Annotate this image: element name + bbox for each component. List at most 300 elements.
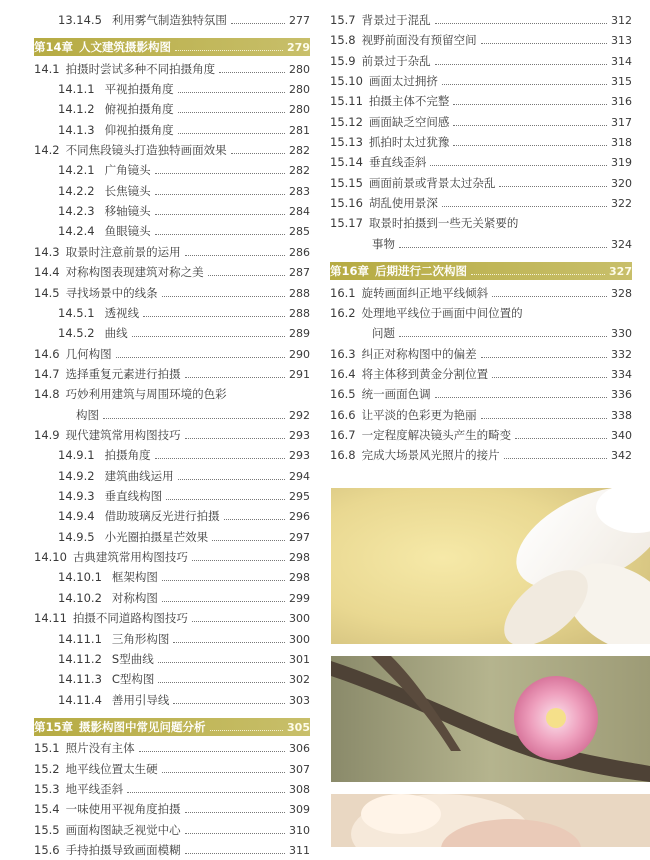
entry-title: 背景过于混乱 xyxy=(361,13,431,27)
entry-number: 14.9.2 xyxy=(58,469,95,483)
toc-entry xyxy=(34,547,310,567)
entry-number: 15.7 xyxy=(330,13,356,27)
entry-title: 人文建筑摄影构图 xyxy=(79,40,172,54)
entry-number: 14.9.3 xyxy=(58,489,95,503)
page-number: 314 xyxy=(611,54,632,68)
entry-title: 纠正对称构图中的偏差 xyxy=(361,347,477,361)
toc-entry xyxy=(330,405,632,425)
entry-title: 建筑曲线运用 xyxy=(104,469,174,483)
page-number: 316 xyxy=(611,94,632,108)
dot-leader xyxy=(155,234,285,235)
page-number: 294 xyxy=(289,469,310,483)
toc-entry xyxy=(330,173,632,193)
dot-leader xyxy=(162,580,285,581)
entry-title: 现代建筑常用构图技巧 xyxy=(65,428,181,442)
toc-entry xyxy=(34,283,310,303)
toc-entry xyxy=(330,10,632,30)
dot-leader xyxy=(155,458,285,459)
entry-number: 14.5.1 xyxy=(58,306,95,320)
entry-title: 拍摄主体不完整 xyxy=(368,94,450,108)
page-number: 310 xyxy=(289,823,310,837)
entry-number: 15.16 xyxy=(330,196,363,210)
entry-title: 垂直线构图 xyxy=(104,489,163,503)
toc-entry xyxy=(34,799,310,819)
toc-entry xyxy=(330,152,632,172)
toc-entry xyxy=(330,364,632,384)
page-number: 287 xyxy=(289,265,310,279)
page-number: 280 xyxy=(289,102,310,116)
toc-entry xyxy=(34,820,310,840)
toc-entry xyxy=(330,112,632,132)
page-number: 285 xyxy=(289,224,310,238)
dot-leader xyxy=(185,255,285,256)
dot-leader xyxy=(162,296,285,297)
dot-leader xyxy=(185,812,285,813)
toc-entry xyxy=(34,120,310,140)
dot-leader xyxy=(185,438,285,439)
entry-title: 统一画面色调 xyxy=(361,387,431,401)
page-number: 281 xyxy=(289,123,310,137)
toc-entry xyxy=(34,201,310,221)
toc-entry xyxy=(34,649,310,669)
page-number: 289 xyxy=(289,326,310,340)
dot-leader xyxy=(453,145,607,146)
dot-leader xyxy=(155,194,285,195)
entry-title: C型构图 xyxy=(111,672,155,686)
page-number: 315 xyxy=(611,74,632,88)
page-number: 280 xyxy=(289,62,310,76)
dot-leader xyxy=(219,72,285,73)
entry-title: 取景时拍摄到一些无关紧要的 xyxy=(368,216,519,230)
entry-title: 画面缺乏空间感 xyxy=(368,115,450,129)
dot-leader xyxy=(442,84,607,85)
entry-number: 15.9 xyxy=(330,54,356,68)
entry-title: 视野前面没有预留空间 xyxy=(361,33,477,47)
entry-title: 画面前景或背景太过杂乱 xyxy=(368,176,496,190)
page-number: 338 xyxy=(611,408,632,422)
entry-title: 旋转画面纠正地平线倾斜 xyxy=(361,286,489,300)
entry-title: 手持拍摄导致画面模糊 xyxy=(65,843,181,857)
entry-number: 第15章 xyxy=(34,720,74,734)
entry-number: 14.11.4 xyxy=(58,693,102,707)
page-number: 300 xyxy=(289,632,310,646)
entry-title: 几何构图 xyxy=(65,347,112,361)
entry-number: 14.9 xyxy=(34,428,60,442)
page-number: 296 xyxy=(289,509,310,523)
page-number: 277 xyxy=(289,13,310,27)
toc-entry xyxy=(34,608,310,628)
dot-leader xyxy=(178,479,285,480)
page-number: 318 xyxy=(611,135,632,149)
entry-title: 拍摄角度 xyxy=(104,448,151,462)
entry-number: 14.4 xyxy=(34,265,60,279)
entry-number: 14.1.2 xyxy=(58,102,95,116)
entry-number: 15.2 xyxy=(34,762,60,776)
entry-number: 14.11.3 xyxy=(58,672,102,686)
entry-number: 14.9.1 xyxy=(58,448,95,462)
entry-title: 画面构图缺乏视觉中心 xyxy=(65,823,181,837)
entry-number: 14.7 xyxy=(34,367,60,381)
entry-title: 仰视拍摄角度 xyxy=(104,123,174,137)
entry-number: 16.8 xyxy=(330,448,356,462)
entry-number: 14.8 xyxy=(34,387,60,401)
dot-leader xyxy=(224,519,285,520)
dot-leader xyxy=(435,23,607,24)
toc-entry xyxy=(34,527,310,547)
toc-entry xyxy=(330,91,632,111)
toc-entry xyxy=(34,840,310,860)
entry-number: 14.1.1 xyxy=(58,82,95,96)
toc-entry xyxy=(34,445,310,465)
entry-title: 地平线位置太生硬 xyxy=(65,762,158,776)
page-number: 309 xyxy=(289,802,310,816)
entry-title: 问题 xyxy=(372,326,395,340)
page-number: 301 xyxy=(289,652,310,666)
toc-entry xyxy=(34,99,310,119)
photo-pink-blossom xyxy=(331,656,650,782)
entry-title: 事物 xyxy=(372,237,395,251)
dot-leader xyxy=(231,153,285,154)
page-number: 313 xyxy=(611,33,632,47)
toc-entry xyxy=(34,364,310,384)
dot-leader xyxy=(481,357,607,358)
entry-title: 一味使用平视角度拍摄 xyxy=(65,802,181,816)
toc-entry xyxy=(34,588,310,608)
dot-leader xyxy=(173,642,285,643)
dot-leader xyxy=(210,730,284,731)
entry-title: 一定程度解决镜头产生的畸变 xyxy=(361,428,512,442)
page-number: 308 xyxy=(289,782,310,796)
dot-leader xyxy=(399,336,607,337)
entry-number: 16.1 xyxy=(330,286,356,300)
page-number: 322 xyxy=(611,196,632,210)
entry-number: 16.7 xyxy=(330,428,356,442)
dot-leader xyxy=(185,833,285,834)
entry-title: 透视线 xyxy=(104,306,140,320)
entry-title: 构图 xyxy=(76,408,99,422)
chapter-heading xyxy=(34,718,310,736)
entry-number: 16.4 xyxy=(330,367,356,381)
toc-entry xyxy=(330,71,632,91)
entry-number: 15.3 xyxy=(34,782,60,796)
entry-number: 16.5 xyxy=(330,387,356,401)
dot-leader xyxy=(139,751,285,752)
entry-title: 古典建筑常用构图技巧 xyxy=(72,550,188,564)
entry-title: 小光圈拍摄星芒效果 xyxy=(104,530,209,544)
page-number: 334 xyxy=(611,367,632,381)
toc-entry xyxy=(330,51,632,71)
page-number: 279 xyxy=(287,40,310,54)
dot-leader xyxy=(453,104,607,105)
entry-title: 对称构图表现建筑对称之美 xyxy=(65,265,204,279)
dot-leader xyxy=(504,458,607,459)
entry-title: 摄影构图中常见问题分析 xyxy=(79,720,206,734)
entry-title: 完成大场景风光照片的接片 xyxy=(361,448,500,462)
page-number: 317 xyxy=(611,115,632,129)
page-number: 336 xyxy=(611,387,632,401)
entry-number: 15.12 xyxy=(330,115,363,129)
entry-title: 利用雾气制造独特氛围 xyxy=(111,13,227,27)
entry-number: 15.13 xyxy=(330,135,363,149)
page-number: 286 xyxy=(289,245,310,259)
toc-entry xyxy=(34,669,310,689)
toc-entry xyxy=(34,79,310,99)
toc-entry xyxy=(330,283,632,303)
page-number: 282 xyxy=(289,143,310,157)
page-number: 324 xyxy=(611,237,632,251)
toc-entry xyxy=(34,323,310,343)
entry-number: 第16章 xyxy=(330,264,370,278)
photo-white-flower xyxy=(331,488,650,644)
toc-entry xyxy=(34,759,310,779)
dot-leader xyxy=(173,703,285,704)
page-number: 311 xyxy=(289,843,310,857)
dot-leader xyxy=(116,357,285,358)
page-number: 303 xyxy=(289,693,310,707)
entry-number: 15.6 xyxy=(34,843,60,857)
entry-number: 14.10.1 xyxy=(58,570,102,584)
dot-leader xyxy=(155,214,285,215)
page-number: 306 xyxy=(289,741,310,755)
toc-entry xyxy=(34,262,310,282)
entry-number: 14.2.4 xyxy=(58,224,95,238)
entry-number: 14.5 xyxy=(34,286,60,300)
entry-number: 14.3 xyxy=(34,245,60,259)
toc-entry xyxy=(34,690,310,710)
page-number: 282 xyxy=(289,163,310,177)
page-number: 280 xyxy=(289,82,310,96)
entry-number: 14.9.4 xyxy=(58,509,95,523)
toc-entry xyxy=(34,221,310,241)
entry-number: 14.9.5 xyxy=(58,530,95,544)
entry-number: 14.1 xyxy=(34,62,60,76)
toc-entry xyxy=(330,30,632,50)
dot-leader xyxy=(430,165,607,166)
entry-number: 16.3 xyxy=(330,347,356,361)
dot-leader xyxy=(492,377,607,378)
entry-title: 画面太过拥挤 xyxy=(368,74,438,88)
dot-leader xyxy=(178,92,285,93)
entry-title: 照片没有主体 xyxy=(65,741,135,755)
page-number: 288 xyxy=(289,306,310,320)
dot-leader xyxy=(178,112,285,113)
dot-leader xyxy=(185,377,285,378)
entry-title: 选择重复元素进行拍摄 xyxy=(65,367,181,381)
toc-entry xyxy=(34,303,310,323)
entry-number: 16.6 xyxy=(330,408,356,422)
entry-number: 14.2.3 xyxy=(58,204,95,218)
dot-leader xyxy=(158,682,285,683)
entry-number: 14.2.2 xyxy=(58,184,95,198)
toc-entry xyxy=(34,140,310,160)
toc-entry xyxy=(330,303,632,323)
dot-leader xyxy=(178,133,285,134)
page-number: 298 xyxy=(289,550,310,564)
dot-leader xyxy=(155,173,285,174)
entry-title: 长焦镜头 xyxy=(104,184,151,198)
page-number: 305 xyxy=(287,720,310,734)
page-number: 299 xyxy=(289,591,310,605)
toc-entry xyxy=(34,59,310,79)
entry-title: S型曲线 xyxy=(111,652,154,666)
dot-leader xyxy=(158,662,285,663)
dot-leader xyxy=(162,772,285,773)
entry-title: 胡乱使用景深 xyxy=(368,196,438,210)
dot-leader xyxy=(499,186,607,187)
page-number: 291 xyxy=(289,367,310,381)
dot-leader xyxy=(132,336,285,337)
dot-leader xyxy=(471,274,605,275)
entry-number: 14.11 xyxy=(34,611,67,625)
entry-number: 15.10 xyxy=(330,74,363,88)
entry-title: 平视拍摄角度 xyxy=(104,82,174,96)
toc-entry xyxy=(34,405,310,425)
entry-title: 垂直线歪斜 xyxy=(368,155,427,169)
entry-title: 广角镜头 xyxy=(104,163,151,177)
toc-entry xyxy=(330,384,632,404)
entry-title: 对称构图 xyxy=(111,591,158,605)
entry-number: 第14章 xyxy=(34,40,74,54)
entry-title: 寻找场景中的线条 xyxy=(65,286,158,300)
page-number: 312 xyxy=(611,13,632,27)
entry-number: 14.11.2 xyxy=(58,652,102,666)
entry-number: 14.5.2 xyxy=(58,326,95,340)
page-number: 319 xyxy=(611,155,632,169)
page-number: 284 xyxy=(289,204,310,218)
entry-number: 15.1 xyxy=(34,741,60,755)
entry-number: 14.2 xyxy=(34,143,60,157)
entry-title: 巧妙利用建筑与周围环境的色彩 xyxy=(65,387,227,401)
dot-leader xyxy=(162,601,285,602)
toc-entry xyxy=(34,629,310,649)
entry-number: 14.10 xyxy=(34,550,67,564)
entry-number: 15.8 xyxy=(330,33,356,47)
dot-leader xyxy=(399,247,607,248)
entry-number: 15.17 xyxy=(330,216,363,230)
page-number: 330 xyxy=(611,326,632,340)
entry-title: 框架构图 xyxy=(111,570,158,584)
toc-entry xyxy=(330,193,632,213)
toc-entry xyxy=(330,323,632,343)
entry-number: 15.4 xyxy=(34,802,60,816)
page-number: 283 xyxy=(289,184,310,198)
dot-leader xyxy=(481,418,607,419)
entry-title: 拍摄时尝试多种不同拍摄角度 xyxy=(65,62,216,76)
entry-title: 借助玻璃反光进行拍摄 xyxy=(104,509,220,523)
dot-leader xyxy=(453,125,607,126)
toc-entry xyxy=(34,486,310,506)
toc-entry xyxy=(330,425,632,445)
toc-entry xyxy=(330,445,632,465)
entry-number: 13.14.5 xyxy=(58,13,102,27)
page-number: 295 xyxy=(289,489,310,503)
entry-title: 曲线 xyxy=(104,326,128,340)
entry-number: 15.5 xyxy=(34,823,60,837)
page-number: 293 xyxy=(289,428,310,442)
toc-entry xyxy=(34,384,310,404)
dot-leader xyxy=(442,206,607,207)
chapter-heading xyxy=(330,262,632,280)
entry-number: 15.15 xyxy=(330,176,363,190)
entry-title: 地平线歪斜 xyxy=(65,782,124,796)
page-number: 340 xyxy=(611,428,632,442)
photo-cream-rose xyxy=(331,794,650,847)
toc-entry xyxy=(34,738,310,758)
toc-entry xyxy=(34,567,310,587)
dot-leader xyxy=(127,792,285,793)
page-number: 293 xyxy=(289,448,310,462)
toc-entry xyxy=(330,344,632,364)
dot-leader xyxy=(103,418,285,419)
dot-leader xyxy=(435,64,607,65)
entry-title: 鱼眼镜头 xyxy=(104,224,151,238)
toc-entry xyxy=(34,466,310,486)
page-number: 302 xyxy=(289,672,310,686)
entry-title: 移轴镜头 xyxy=(104,204,151,218)
entry-number: 16.2 xyxy=(330,306,356,320)
entry-title: 将主体移到黄金分割位置 xyxy=(361,367,489,381)
toc-entry xyxy=(34,181,310,201)
toc-entry xyxy=(330,234,632,254)
entry-number: 15.11 xyxy=(330,94,363,108)
entry-title: 取景时注意前景的运用 xyxy=(65,245,181,259)
entry-title: 善用引导线 xyxy=(111,693,170,707)
entry-title: 不同焦段镜头打造独特画面效果 xyxy=(65,143,227,157)
dot-leader xyxy=(185,853,285,854)
dot-leader xyxy=(481,43,607,44)
entry-title: 后期进行二次构图 xyxy=(375,264,468,278)
page-number: 288 xyxy=(289,286,310,300)
page-number: 328 xyxy=(611,286,632,300)
entry-title: 俯视拍摄角度 xyxy=(104,102,174,116)
entry-number: 14.10.2 xyxy=(58,591,102,605)
page-number: 320 xyxy=(611,176,632,190)
toc-entry xyxy=(34,10,310,30)
dot-leader xyxy=(492,296,607,297)
page-number: 292 xyxy=(289,408,310,422)
dot-leader xyxy=(231,23,285,24)
entry-number: 14.2.1 xyxy=(58,163,95,177)
dot-leader xyxy=(212,540,285,541)
entry-title: 拍摄不同道路构图技巧 xyxy=(72,611,188,625)
page-number: 307 xyxy=(289,762,310,776)
entry-number: 14.6 xyxy=(34,347,60,361)
dot-leader xyxy=(143,316,285,317)
dot-leader xyxy=(435,397,607,398)
toc-entry xyxy=(34,160,310,180)
dot-leader xyxy=(208,275,285,276)
dot-leader xyxy=(515,438,607,439)
toc-entry xyxy=(330,213,632,233)
dot-leader xyxy=(175,50,283,51)
page-number: 290 xyxy=(289,347,310,361)
entry-title: 三角形构图 xyxy=(111,632,170,646)
entry-title: 让平淡的色彩更为艳丽 xyxy=(361,408,477,422)
toc-entry xyxy=(34,779,310,799)
entry-title: 抓拍时太过犹豫 xyxy=(368,135,450,149)
chapter-heading xyxy=(34,38,310,56)
toc-entry xyxy=(34,242,310,262)
entry-number: 15.14 xyxy=(330,155,363,169)
page-number: 332 xyxy=(611,347,632,361)
page-number: 297 xyxy=(289,530,310,544)
dot-leader xyxy=(192,560,285,561)
toc-entry xyxy=(34,425,310,445)
toc-entry xyxy=(34,344,310,364)
page-number: 342 xyxy=(611,448,632,462)
page-number: 300 xyxy=(289,611,310,625)
entry-number: 14.1.3 xyxy=(58,123,95,137)
